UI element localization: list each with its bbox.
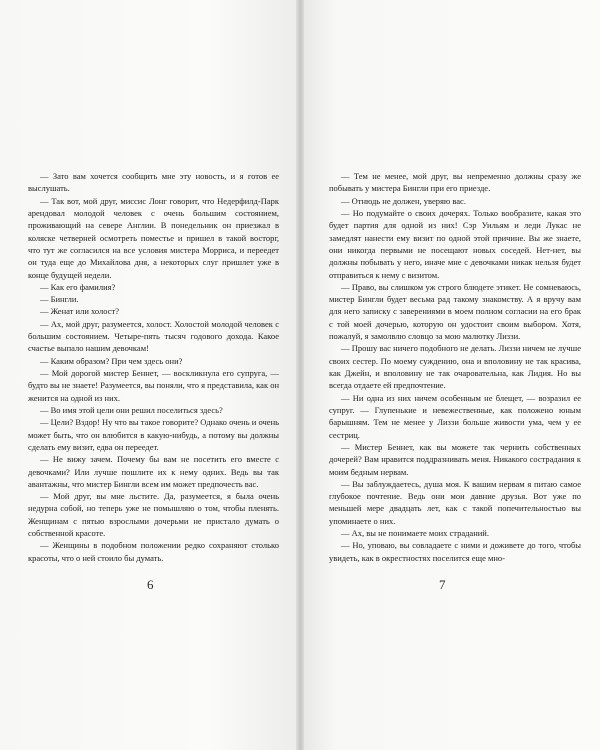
paragraph: — Мистер Беннет, как вы можете так чернить собственных дочерей? Вам нравится поддразнивать меня. Никакого сострадания к моим бедным нервам. <box>329 441 581 477</box>
page-number: 7 <box>439 577 446 592</box>
paragraph: — Мой друг, вы мне льстите. Да, разумеется, я была очень недурна собой, но теперь уже не помышляю о том, чтобы пленять. Женщинам с пятью взрослыми дочерьми не пристало думать о собственной красоте. <box>28 491 279 539</box>
paragraph: — Но, уповаю, вы совладаете с ними и доживете до того, чтобы увидеть, как в окрестностях поселится еще мно- <box>329 540 581 563</box>
paragraph: — Женат или холост? <box>40 306 120 317</box>
paragraph: — Отнюдь не должен, уверяю вас. <box>341 195 466 206</box>
paragraph: — Тем не менее, мой друг, вы непременно должны сразу же побывать у мистера Бингли при его приезде. <box>329 171 581 194</box>
paragraph: — Не вижу зачем. Почему бы вам не посетить его вместе с девочками? Или лучше пошлите их к нему одних. Ведь вы так авантажны, что мистер Бингли всем им может предпочесть вас. <box>28 454 279 489</box>
paragraph: — Бингли. <box>40 294 79 305</box>
paragraph: — Вы заблуждаетесь, душа моя. К вашим нервам я питаю самое глубокое почтение. Ведь они мои давние друзья. Вот уже по меньшей мере двадцать лет, как с такой попечительностью вы упоминаете о них. <box>329 478 581 526</box>
paragraph: — Зато вам хочется сообщить мне эту новость, и я готов ее выслушать. <box>28 171 279 194</box>
book-gutter <box>296 0 304 750</box>
paragraph: — Прошу вас ничего подобного не делать. Лиззи ничем не лучше своих сестер. По моему суждению, она и вполовину не так красива, как Джейн, и вполовину не так очаровательна, как Лидия. Но вы всегда отдаете ей предпочтение. <box>329 343 581 391</box>
paragraph: — Каким образом? При чем здесь они? <box>40 355 183 366</box>
paragraph: — Право, вы слишком уж строго блюдете этикет. Не сомневаюсь, мистер Бингли будет весьма рад такому знакомству. А я вручу вам для него записку с заверениями в моем полном согласии на его брак с той моей дочерью, которую он удостоит своим выбором. Хотя, пожалуй, я замолвлю словцо за мою малютку Лиззи. <box>329 281 581 342</box>
paragraph: — Ах, вы не понимаете моих страданий. <box>341 528 489 539</box>
left-page-text <box>28 170 279 564</box>
right-page <box>300 0 600 750</box>
right-page-text <box>329 170 581 564</box>
paragraph: — Но подумайте о своих дочерях. Только вообразите, какая это будет партия для одной из них! Сэр Уильям и леди Лукас не замедлят нанести ему визит по одной этой причине. Вы же знаете, они никогда первыми не посещают новых соседей. Нет-нет, вы должны побывать у него, иначе мне с девочками никак нельзя будет отправиться к нему с визитом. <box>329 207 581 280</box>
paragraph: — Цели? Вздор! Ну что вы такое говорите? Однако очень и очень может быть, что он влюбится в какую-нибудь, а потому вы должны сделать ему визит, едва он переедет. <box>28 417 279 452</box>
paragraph: — Мой дорогой мистер Беннет, — воскликнула его супруга, — будто вы не знаете! Разумеется, вы поняли, что я представила, как он женится на одной из них. <box>28 368 279 403</box>
paragraph: — Так вот, мой друг, миссис Лонг говорит, что Недерфилд-Парк арендовал молодой человек с очень большим состоянием, проживающий на севере Англии. В понедельник он приезжал в коляске четверней осмотреть поместье и пришел в такой восторг, что тут же согласился на все условия мистера Морриса, и переедет он туда еще до Михайлова дня, а некоторых слуг пришлет уже в конце будущей недели. <box>28 195 279 280</box>
paragraph: — Как его фамилия? <box>40 281 116 292</box>
paragraph: — Во имя этой цели они решил поселиться здесь? <box>40 404 223 415</box>
paragraph: — Женщины в подобном положении редко сохраняют столько красоты, что о ней стоило бы думать. <box>28 540 279 563</box>
paragraph: — Ни одна из них ничем особенным не блещет, — возразил ее супруг. — Глупенькие и невежественные, как положено юным барышням. Тем не менее у Лиззи больше живости ума, чем у ее сестриц. <box>329 392 581 440</box>
paragraph: — Ах, мой друг, разумеется, холост. Холостой молодой человек с большим состоянием. Четыре-пять тысяч годового дохода. Какое счастье выпало нашим девочкам! <box>28 318 279 354</box>
page-number: 6 <box>147 577 154 592</box>
